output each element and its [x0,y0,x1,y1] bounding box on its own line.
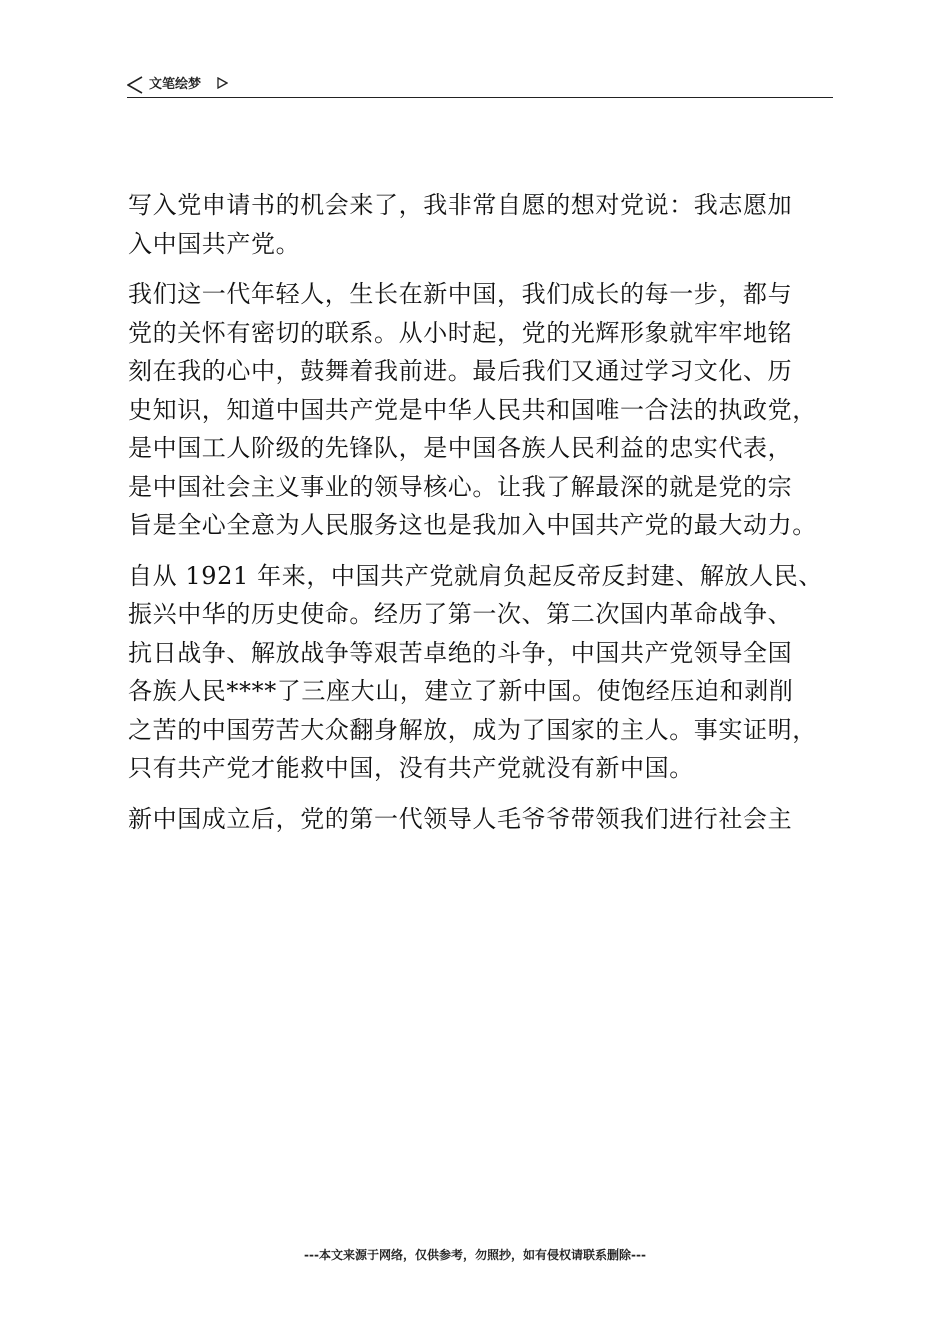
left-triangle-icon [127,76,143,94]
text-line: 之苦的中国劳苦大众翻身解放，成为了国家的主人。事实证明， [128,715,817,744]
paragraph [128,275,836,545]
header-divider [127,97,833,98]
paragraph [128,800,836,839]
text-line: 是中国工人阶级的先锋队，是中国各族人民利益的忠实代表， [128,434,793,462]
right-triangle-icon [217,77,228,89]
text-line: 旨是全心全意为人民服务这也是我加入中国共产党的最大动力。 [128,511,817,539]
text-line: 是中国社会主义事业的领导核心。让我了解最深的就是党的宗 [128,472,793,501]
footer-disclaimer: ---本文来源于网络，仅供参考，勿照抄，如有侵权请联系删除--- [304,1248,646,1262]
text-line: 抗日战争、解放战争等艰苦卓绝的斗争，中国共产党领导全国 [128,638,793,667]
text-line: 各族人民****了三座大山，建立了新中国。使饱经压迫和剥削 [128,677,794,705]
page-header [127,74,833,98]
text-line: 自从 1921 年来，中国共产党就肩负起反帝反封建、解放人民、 [128,561,823,590]
text-line: 党的关怀有密切的联系。从小时起，党的光辉形象就牢牢地铭 [128,318,793,347]
text-line: 新中国成立后，党的第一代领导人毛爷爷带领我们进行社会主 [128,804,793,833]
text-line: 写入党申请书的机会来了，我非常自愿的想对党说：我志愿加 [128,191,793,219]
text-line: 只有共产党才能救中国，没有共产党就没有新中国。 [128,754,694,782]
document-body [128,186,836,850]
text-line: 史知识，知道中国共产党是中华人民共和国唯一合法的执政党， [128,395,817,424]
text-line: 我们这一代年轻人，生长在新中国，我们成长的每一步，都与 [128,280,793,308]
paragraph [128,557,836,788]
paragraph [128,186,836,263]
header-title: 文笔绘梦 [149,77,202,92]
text-line: 刻在我的心中，鼓舞着我前进。最后我们又通过学习文化、历 [128,357,793,385]
text-line: 振兴中华的历史使命。经历了第一次、第二次国内革命战争、 [128,600,793,628]
text-line: 入中国共产党。 [128,229,301,258]
